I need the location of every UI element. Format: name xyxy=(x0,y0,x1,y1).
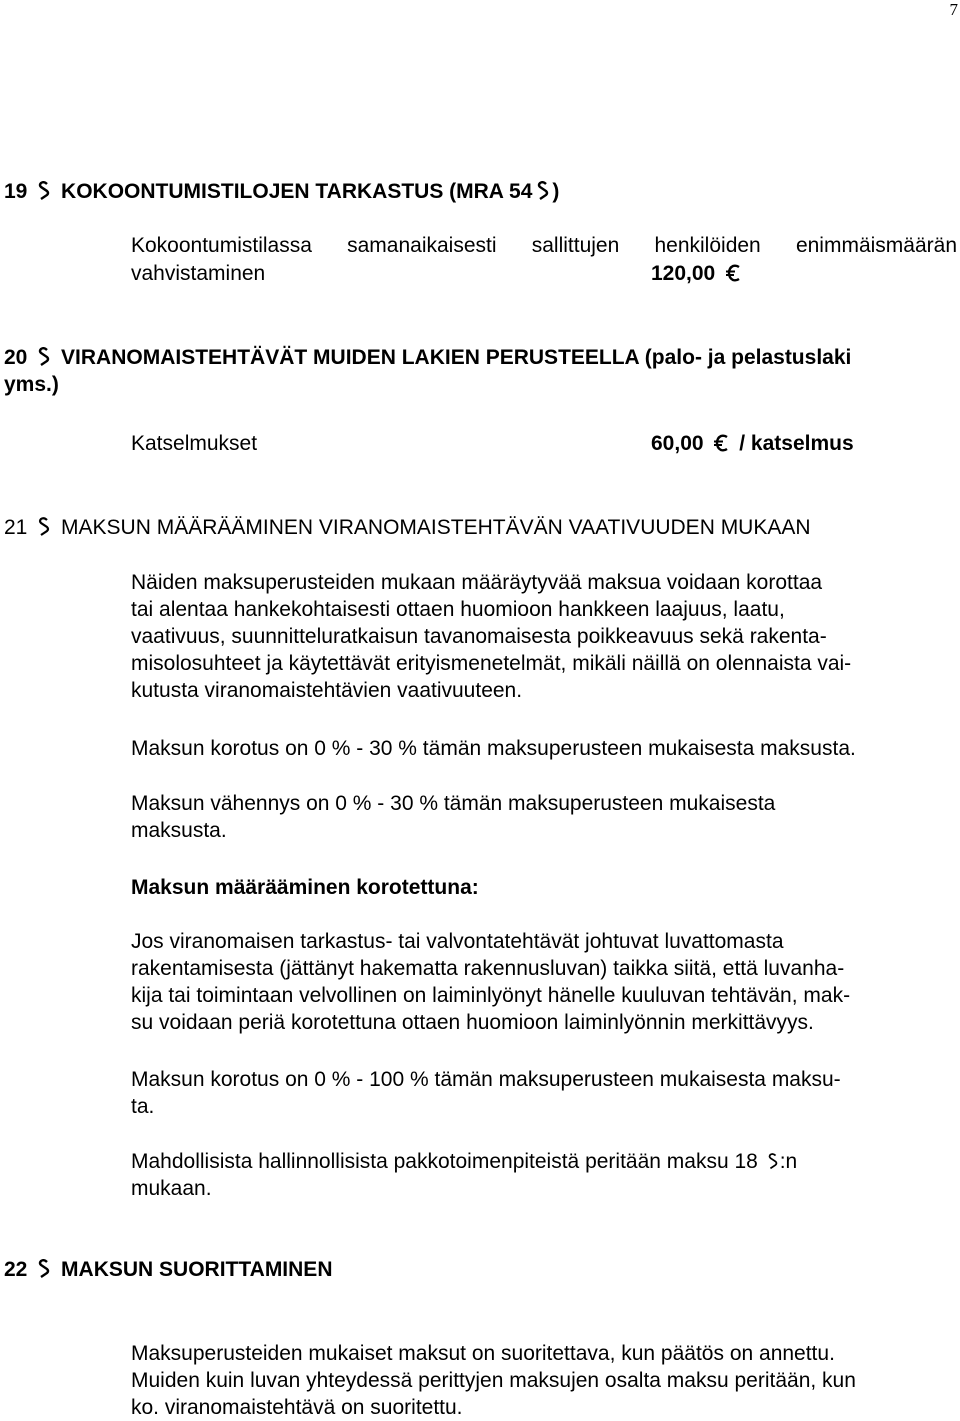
section-21-heading xyxy=(4,516,811,540)
price-value: 120,00 xyxy=(651,262,716,285)
section-22-heading xyxy=(4,1258,332,1282)
section-title-end: ) xyxy=(552,180,560,203)
section-title: MAKSUN SUORITTAMINEN xyxy=(61,1258,333,1281)
section-sign-icon xyxy=(37,1259,51,1279)
section-20-heading-cont: yms.) xyxy=(4,373,59,396)
text-line: kija tai toimintaan velvollinen on laiminlyönyt hänelle kuuluvan tehtävän, mak- xyxy=(131,984,851,1007)
section-sign-icon xyxy=(536,181,550,201)
section-number: 20 xyxy=(4,346,28,369)
section-sign-icon xyxy=(37,517,51,537)
section-19-heading xyxy=(4,180,559,204)
sec21-paragraph-4 xyxy=(131,928,850,1036)
sec21-paragraph-1 xyxy=(131,569,851,704)
text-line: Maksun korotus on 0 % - 100 % tämän maksuperusteen mukaisesta maksu- xyxy=(131,1068,841,1091)
text-line: kutusta viranomaistehtävien vaativuuteen. xyxy=(131,679,523,702)
section-number: 22 xyxy=(4,1258,28,1281)
sec21-paragraph-3 xyxy=(131,790,775,844)
section-20-heading xyxy=(4,346,851,370)
sec21-paragraph-2 xyxy=(131,735,856,762)
text-segment: :n xyxy=(779,1150,798,1173)
sec20-price xyxy=(651,432,854,456)
section-title: VIRANOMAISTEHTÄVÄT MUIDEN LAKIEN PERUSTEELLA (palo- ja pelastuslaki xyxy=(61,346,852,369)
text-line: ta. xyxy=(131,1095,155,1118)
sec19-line1: Kokoontumistilassa samanaikaisesti sallittujen henkilöiden enimmäismäärän xyxy=(131,234,957,257)
section-title: KOKOONTUMISTILOJEN TARKASTUS (MRA 54 xyxy=(61,180,533,203)
text-line: Maksun vähennys on 0 % - 30 % tämän maksuperusteen mukaisesta xyxy=(131,792,776,815)
section-sign-icon xyxy=(37,347,51,367)
sec22-paragraph-1 xyxy=(131,1340,856,1421)
sec21-paragraph-6 xyxy=(131,1148,797,1202)
section-sign-icon xyxy=(767,1152,779,1171)
text-line: Näiden maksuperusteiden mukaan määräytyvää maksua voidaan korottaa xyxy=(131,571,823,594)
text-line: Maksuperusteiden mukaiset maksut on suoritettava, kun päätös on annettu. xyxy=(131,1342,835,1365)
sec21-paragraph-5 xyxy=(131,1066,841,1120)
section-title: MAKSUN MÄÄRÄÄMINEN VIRANOMAISTEHTÄVÄN VAATIVUUDEN MUKAAN xyxy=(61,516,811,539)
price-value: 60,00 xyxy=(651,432,704,455)
text-line xyxy=(131,1148,797,1175)
text-line: tai alentaa hankekohtaisesti ottaen huomioon hankkeen laajuus, laatu, xyxy=(131,598,785,621)
text-line: ko. viranomaistehtävä on suoritettu. xyxy=(131,1396,463,1419)
text-line: Jos viranomaisen tarkastus- tai valvontatehtävät johtuvat luvattomasta xyxy=(131,930,784,953)
text-segment: Mahdollisista hallinnollisista pakkotoimenpiteistä peritään maksu 18 xyxy=(131,1150,758,1173)
euro-icon xyxy=(713,434,729,452)
section-number: 21 xyxy=(4,516,28,539)
text-line: Maksun korotus on 0 % - 30 % tämän maksuperusteen mukaisesta maksusta. xyxy=(131,737,856,760)
subheading-text: Maksun määrääminen korotettuna: xyxy=(131,876,479,899)
sec19-price xyxy=(651,262,741,286)
text-line: rakentamisesta (jättänyt hakematta rakennusluvan) taikka siitä, että luvanha- xyxy=(131,957,845,980)
text-line: vaativuus, suunnitteluratkaisun tavanomaisesta poikkeavuus sekä rakenta- xyxy=(131,625,827,648)
sec20-item: Katselmukset xyxy=(131,432,258,455)
text-line: su voidaan periä korotettuna ottaen huomioon laiminlyönnin merkittävyys. xyxy=(131,1011,814,1034)
text-line: Muiden kuin luvan yhteydessä perittyjen maksujen osalta maksu peritään, kun xyxy=(131,1369,856,1392)
section-sign-icon xyxy=(37,181,51,201)
text-line: misolosuhteet ja käytettävät erityismenetelmät, mikäli näillä on olennaista vai- xyxy=(131,652,852,675)
text-line: mukaan. xyxy=(131,1177,212,1200)
text-line: maksusta. xyxy=(131,819,227,842)
euro-icon xyxy=(725,264,741,282)
sec21-subheading xyxy=(131,874,479,901)
section-number: 19 xyxy=(4,180,28,203)
page-number: 7 xyxy=(949,0,958,19)
price-unit: / katselmus xyxy=(739,432,854,455)
sec19-line2: vahvistaminen xyxy=(131,262,266,285)
